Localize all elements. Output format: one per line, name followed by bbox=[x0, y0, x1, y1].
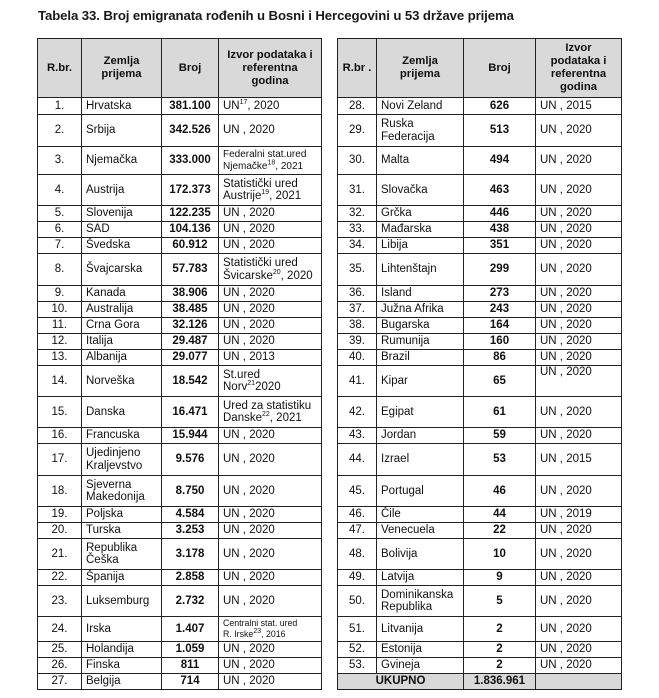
country-cell: Danska bbox=[82, 397, 162, 428]
rbr-cell: 29. bbox=[338, 115, 377, 147]
count-cell: 513 bbox=[464, 115, 536, 147]
table-row bbox=[338, 428, 622, 444]
count-cell: 381.100 bbox=[162, 98, 219, 115]
rbr-cell: 46. bbox=[338, 507, 377, 523]
count-cell: 46 bbox=[464, 476, 536, 507]
table-row bbox=[38, 444, 322, 476]
country-cell: Australija bbox=[82, 302, 162, 318]
table-row bbox=[38, 570, 322, 586]
footnote-ref[interactable]: 23 bbox=[253, 628, 262, 636]
rbr-cell: 7. bbox=[38, 238, 82, 254]
source-cell: UN , 2020 bbox=[536, 115, 622, 147]
country-cell: Portugal bbox=[377, 476, 464, 507]
count-cell: 32.126 bbox=[162, 318, 219, 334]
country-cell: Rumunija bbox=[377, 334, 464, 350]
source-cell: UN , 2020 bbox=[536, 147, 622, 175]
source-cell: UN , 2020 bbox=[536, 658, 622, 674]
source-cell: UN , 2020 bbox=[536, 397, 622, 428]
rbr-cell: 24. bbox=[38, 617, 82, 642]
count-cell: 1.407 bbox=[162, 617, 219, 642]
country-cell: Egipat bbox=[377, 397, 464, 428]
footnote-ref[interactable]: 18 bbox=[267, 159, 276, 167]
source-cell: UN , 2020 bbox=[536, 206, 622, 222]
source-cell: UN , 2020 bbox=[219, 507, 322, 523]
header-country: Zemlja prijema bbox=[377, 39, 464, 98]
rbr-cell: 25. bbox=[38, 642, 82, 658]
source-cell: UN , 2020 bbox=[219, 334, 322, 350]
country-cell: Austrija bbox=[82, 175, 162, 206]
rbr-cell: 5. bbox=[38, 206, 82, 222]
count-cell: 38.485 bbox=[162, 302, 219, 318]
country-cell: Brazil bbox=[377, 350, 464, 366]
table-row bbox=[38, 286, 322, 302]
rbr-cell: 15. bbox=[38, 397, 82, 428]
table-row bbox=[338, 444, 622, 476]
source-cell: UN , 2020 bbox=[219, 318, 322, 334]
header-rbr: R.br . bbox=[338, 39, 377, 98]
source-cell: UN , 2020 bbox=[219, 539, 322, 570]
source-cell: UN , 2020 bbox=[219, 238, 322, 254]
count-cell: 53 bbox=[464, 444, 536, 476]
country-cell: Gvineja bbox=[377, 658, 464, 674]
country-cell: Latvija bbox=[377, 570, 464, 586]
header-row bbox=[38, 39, 322, 98]
table-row bbox=[338, 238, 622, 254]
country-cell: Irska bbox=[82, 617, 162, 642]
rbr-cell: 37. bbox=[338, 302, 377, 318]
country-cell: Kanada bbox=[82, 286, 162, 302]
table-row bbox=[38, 206, 322, 222]
count-cell: 299 bbox=[464, 254, 536, 286]
count-cell: 18.542 bbox=[162, 366, 219, 397]
country-cell: Dominikanska Republika bbox=[377, 586, 464, 617]
source-cell: Statistički ured Švicarske$^{20}$, 2020 bbox=[219, 254, 322, 286]
country-cell: Hrvatska bbox=[82, 98, 162, 115]
count-cell: 333.000 bbox=[162, 147, 219, 175]
rbr-cell: 14. bbox=[38, 366, 82, 397]
source-cell: UN , 2020 bbox=[536, 286, 622, 302]
source-cell: Centralni stat. ured R. Irske$^{23}$, 2016 bbox=[219, 617, 322, 642]
rbr-cell: 3. bbox=[38, 147, 82, 175]
table-row bbox=[38, 397, 322, 428]
rbr-cell: 45. bbox=[338, 476, 377, 507]
table-row bbox=[38, 238, 322, 254]
header-count: Broj bbox=[464, 39, 536, 98]
rbr-cell: 18. bbox=[38, 476, 82, 507]
rbr-cell: 12. bbox=[38, 334, 82, 350]
country-cell: Francuska bbox=[82, 428, 162, 444]
country-cell: Finska bbox=[82, 658, 162, 674]
count-cell: 16.471 bbox=[162, 397, 219, 428]
table-row bbox=[338, 318, 622, 334]
table-row bbox=[338, 507, 622, 523]
table-title: Tabela 33. Broj emigranata rođenih u Bosni i Hercegovini u 53 države prijema bbox=[38, 8, 514, 23]
table-row bbox=[338, 115, 622, 147]
table-row bbox=[38, 147, 322, 175]
source-cell: UN , 2020 bbox=[219, 658, 322, 674]
rbr-cell: 8. bbox=[38, 254, 82, 286]
count-cell: 10 bbox=[464, 539, 536, 570]
total-empty-cell bbox=[536, 674, 622, 690]
rbr-cell: 21. bbox=[38, 539, 82, 570]
table-row bbox=[338, 254, 622, 286]
country-cell: Malta bbox=[377, 147, 464, 175]
count-cell: 29.487 bbox=[162, 334, 219, 350]
country-cell: Švedska bbox=[82, 238, 162, 254]
count-cell: 494 bbox=[464, 147, 536, 175]
country-cell: Poljska bbox=[82, 507, 162, 523]
country-cell: Republika Češka bbox=[82, 539, 162, 570]
table-row bbox=[338, 302, 622, 318]
table-row bbox=[338, 147, 622, 175]
count-cell: 273 bbox=[464, 286, 536, 302]
table-row bbox=[38, 254, 322, 286]
count-cell: 811 bbox=[162, 658, 219, 674]
source-cell: UN , 2020 bbox=[219, 302, 322, 318]
table-row bbox=[38, 334, 322, 350]
country-cell: Slovenija bbox=[82, 206, 162, 222]
country-cell: Italija bbox=[82, 334, 162, 350]
total-row bbox=[338, 674, 622, 690]
header-source: Izvor podataka i referentna godina bbox=[219, 39, 322, 98]
count-cell: 164 bbox=[464, 318, 536, 334]
source-cell: UN , 2020 bbox=[219, 570, 322, 586]
rbr-cell: 4. bbox=[38, 175, 82, 206]
count-cell: 15.944 bbox=[162, 428, 219, 444]
rbr-cell: 13. bbox=[38, 350, 82, 366]
count-cell: 61 bbox=[464, 397, 536, 428]
country-cell: Ujedinjeno Kraljevstvo bbox=[82, 444, 162, 476]
table-row bbox=[38, 175, 322, 206]
country-cell: Grčka bbox=[377, 206, 464, 222]
source-cell: UN , 2020 bbox=[536, 476, 622, 507]
table-row bbox=[338, 617, 622, 642]
source-cell: Statistički ured Austrije$^{19}$, 2021 bbox=[219, 175, 322, 206]
rbr-cell: 20. bbox=[38, 523, 82, 539]
footnote-ref[interactable]: 20 bbox=[272, 268, 281, 276]
source-cell: UN , 2020 bbox=[536, 642, 622, 658]
count-cell: 9.576 bbox=[162, 444, 219, 476]
source-cell: UN , 2019 bbox=[536, 507, 622, 523]
source-cell: UN , 2020 bbox=[219, 115, 322, 147]
rbr-cell: 41. bbox=[338, 366, 377, 397]
count-cell: 4.584 bbox=[162, 507, 219, 523]
rbr-cell: 38. bbox=[338, 318, 377, 334]
count-cell: 57.783 bbox=[162, 254, 219, 286]
table-row bbox=[38, 428, 322, 444]
source-cell: UN , 2020 bbox=[219, 222, 322, 238]
country-cell: Belgija bbox=[82, 674, 162, 690]
count-cell: 243 bbox=[464, 302, 536, 318]
country-cell: Bolivija bbox=[377, 539, 464, 570]
country-cell: Kipar bbox=[377, 366, 464, 397]
source-cell: UN , 2020 bbox=[219, 674, 322, 690]
table-row bbox=[338, 642, 622, 658]
rbr-cell: 42. bbox=[338, 397, 377, 428]
table-row bbox=[38, 617, 322, 642]
source-cell: UN , 2020 bbox=[536, 428, 622, 444]
count-cell: 65 bbox=[464, 366, 536, 397]
count-cell: 5 bbox=[464, 586, 536, 617]
rbr-cell: 39. bbox=[338, 334, 377, 350]
count-cell: 29.077 bbox=[162, 350, 219, 366]
country-cell: Slovačka bbox=[377, 175, 464, 206]
table-row bbox=[38, 98, 322, 115]
source-cell: Federalni stat.ured Njemačke$^{18}$, 2021 bbox=[219, 147, 322, 175]
source-cell: UN , 2020 bbox=[219, 428, 322, 444]
header-country: Zemlja prijema bbox=[82, 39, 162, 98]
rbr-cell: 23. bbox=[38, 586, 82, 617]
count-cell: 44 bbox=[464, 507, 536, 523]
table-row bbox=[338, 98, 622, 115]
table-row bbox=[38, 366, 322, 397]
rbr-cell: 52. bbox=[338, 642, 377, 658]
source-cell: UN , 2020 bbox=[219, 586, 322, 617]
source-cell: UN , 2020 bbox=[536, 586, 622, 617]
count-cell: 2 bbox=[464, 658, 536, 674]
total-value: 1.836.961 bbox=[464, 674, 536, 690]
source-cell: UN , 2013 bbox=[219, 350, 322, 366]
country-cell: Izrael bbox=[377, 444, 464, 476]
table-row bbox=[38, 507, 322, 523]
source-cell: UN , 2020 bbox=[536, 350, 622, 366]
rbr-cell: 28. bbox=[338, 98, 377, 115]
emigrants-table-right bbox=[337, 38, 622, 690]
rbr-cell: 1. bbox=[38, 98, 82, 115]
table-row bbox=[338, 334, 622, 350]
table-row bbox=[338, 523, 622, 539]
source-cell: UN , 2020 bbox=[536, 334, 622, 350]
count-cell: 38.906 bbox=[162, 286, 219, 302]
table-row bbox=[38, 642, 322, 658]
rbr-cell: 48. bbox=[338, 539, 377, 570]
count-cell: 2.858 bbox=[162, 570, 219, 586]
table-row bbox=[38, 115, 322, 147]
country-cell: Libija bbox=[377, 238, 464, 254]
country-cell: Island bbox=[377, 286, 464, 302]
country-cell: Srbija bbox=[82, 115, 162, 147]
country-cell: Švajcarska bbox=[82, 254, 162, 286]
table-row bbox=[38, 523, 322, 539]
table-row bbox=[338, 658, 622, 674]
source-cell: UN , 2015 bbox=[536, 444, 622, 476]
country-cell: Ruska Federacija bbox=[377, 115, 464, 147]
source-cell: UN , 2020 bbox=[536, 523, 622, 539]
table-row bbox=[338, 476, 622, 507]
count-cell: 342.526 bbox=[162, 115, 219, 147]
rbr-cell: 31. bbox=[338, 175, 377, 206]
rbr-cell: 16. bbox=[38, 428, 82, 444]
count-cell: 22 bbox=[464, 523, 536, 539]
count-cell: 86 bbox=[464, 350, 536, 366]
count-cell: 2 bbox=[464, 617, 536, 642]
rbr-cell: 11. bbox=[38, 318, 82, 334]
rbr-cell: 6. bbox=[38, 222, 82, 238]
count-cell: 438 bbox=[464, 222, 536, 238]
footnote-ref[interactable]: 22 bbox=[262, 411, 270, 419]
rbr-cell: 40. bbox=[338, 350, 377, 366]
table-row bbox=[338, 175, 622, 206]
source-cell: Ured za statistiku Danske$^{22}$, 2021 bbox=[219, 397, 322, 428]
source-cell: UN$^{17}$, 2020 bbox=[219, 98, 322, 115]
count-cell: 2 bbox=[464, 642, 536, 658]
rbr-cell: 49. bbox=[338, 570, 377, 586]
count-cell: 2.732 bbox=[162, 586, 219, 617]
source-cell: UN , 2020 bbox=[536, 302, 622, 318]
source-cell: UN , 2020 bbox=[219, 476, 322, 507]
count-cell: 351 bbox=[464, 238, 536, 254]
country-cell: Čile bbox=[377, 507, 464, 523]
header-rbr: R.br. bbox=[38, 39, 82, 98]
source-cell: St.ured Norv$^{21}$2020 bbox=[219, 366, 322, 397]
source-cell: UN , 2020 bbox=[536, 238, 622, 254]
source-cell: UN , 2020 bbox=[536, 318, 622, 334]
source-cell: UN , 2020 bbox=[219, 523, 322, 539]
source-cell: UN , 2020 bbox=[219, 642, 322, 658]
rbr-cell: 26. bbox=[38, 658, 82, 674]
table-row bbox=[338, 366, 622, 397]
table-row bbox=[338, 397, 622, 428]
count-cell: 104.136 bbox=[162, 222, 219, 238]
table-row bbox=[338, 586, 622, 617]
source-cell: UN , 2020 bbox=[536, 222, 622, 238]
rbr-cell: 17. bbox=[38, 444, 82, 476]
footnote-ref[interactable]: 17 bbox=[239, 98, 248, 106]
country-cell: Holandija bbox=[82, 642, 162, 658]
header-source: Izvor podataka i referentna godina bbox=[536, 39, 622, 98]
rbr-cell: 27. bbox=[38, 674, 82, 690]
count-cell: 626 bbox=[464, 98, 536, 115]
rbr-cell: 35. bbox=[338, 254, 377, 286]
table-row bbox=[38, 350, 322, 366]
table-row bbox=[38, 658, 322, 674]
table-row bbox=[338, 206, 622, 222]
country-cell: Jordan bbox=[377, 428, 464, 444]
source-cell: UN , 2020 bbox=[536, 366, 622, 397]
count-cell: 3.178 bbox=[162, 539, 219, 570]
source-cell: UN , 2020 bbox=[536, 617, 622, 642]
count-cell: 60.912 bbox=[162, 238, 219, 254]
count-cell: 3.253 bbox=[162, 523, 219, 539]
count-cell: 59 bbox=[464, 428, 536, 444]
count-cell: 8.750 bbox=[162, 476, 219, 507]
rbr-cell: 43. bbox=[338, 428, 377, 444]
table-row bbox=[38, 318, 322, 334]
country-cell: Litvanija bbox=[377, 617, 464, 642]
table-row bbox=[338, 222, 622, 238]
rbr-cell: 34. bbox=[338, 238, 377, 254]
source-cell: UN , 2020 bbox=[536, 175, 622, 206]
table-row bbox=[38, 476, 322, 507]
country-cell: Luksemburg bbox=[82, 586, 162, 617]
country-cell: Albanija bbox=[82, 350, 162, 366]
footnote-ref[interactable]: 19 bbox=[261, 189, 270, 197]
rbr-cell: 53. bbox=[338, 658, 377, 674]
rbr-cell: 22. bbox=[38, 570, 82, 586]
table-row bbox=[38, 222, 322, 238]
total-label: UKUPNO bbox=[338, 674, 464, 690]
country-cell: Njemačka bbox=[82, 147, 162, 175]
table-row bbox=[338, 286, 622, 302]
header-count: Broj bbox=[162, 39, 219, 98]
rbr-cell: 32. bbox=[338, 206, 377, 222]
table-row bbox=[38, 674, 322, 690]
count-cell: 714 bbox=[162, 674, 219, 690]
count-cell: 446 bbox=[464, 206, 536, 222]
count-cell: 9 bbox=[464, 570, 536, 586]
source-cell: UN , 2020 bbox=[219, 286, 322, 302]
country-cell: Estonija bbox=[377, 642, 464, 658]
rbr-cell: 19. bbox=[38, 507, 82, 523]
rbr-cell: 33. bbox=[338, 222, 377, 238]
source-cell: UN , 2020 bbox=[536, 254, 622, 286]
country-cell: Sjeverna Makedonija bbox=[82, 476, 162, 507]
count-cell: 463 bbox=[464, 175, 536, 206]
country-cell: Crna Gora bbox=[82, 318, 162, 334]
source-cell: UN , 2020 bbox=[219, 444, 322, 476]
rbr-cell: 9. bbox=[38, 286, 82, 302]
source-cell: UN , 2020 bbox=[219, 206, 322, 222]
country-cell: Novi Zeland bbox=[377, 98, 464, 115]
country-cell: SAD bbox=[82, 222, 162, 238]
rbr-cell: 36. bbox=[338, 286, 377, 302]
rbr-cell: 10. bbox=[38, 302, 82, 318]
rbr-cell: 50. bbox=[338, 586, 377, 617]
footnote-ref[interactable]: 21 bbox=[247, 380, 256, 388]
table-row bbox=[338, 570, 622, 586]
count-cell: 172.373 bbox=[162, 175, 219, 206]
source-cell: UN , 2020 bbox=[536, 539, 622, 570]
country-cell: Južna Afrika bbox=[377, 302, 464, 318]
table-row bbox=[38, 302, 322, 318]
rbr-cell: 44. bbox=[338, 444, 377, 476]
rbr-cell: 47. bbox=[338, 523, 377, 539]
count-cell: 1.059 bbox=[162, 642, 219, 658]
source-cell: UN , 2015 bbox=[536, 98, 622, 115]
header-row bbox=[338, 39, 622, 98]
country-cell: Norveška bbox=[82, 366, 162, 397]
country-cell: Venecuela bbox=[377, 523, 464, 539]
rbr-cell: 51. bbox=[338, 617, 377, 642]
country-cell: Bugarska bbox=[377, 318, 464, 334]
country-cell: Lihtenštajn bbox=[377, 254, 464, 286]
table-row bbox=[38, 539, 322, 570]
rbr-cell: 2. bbox=[38, 115, 82, 147]
country-cell: Mađarska bbox=[377, 222, 464, 238]
country-cell: Turska bbox=[82, 523, 162, 539]
rbr-cell: 30. bbox=[338, 147, 377, 175]
table-row bbox=[338, 539, 622, 570]
table-row bbox=[38, 586, 322, 617]
table-row bbox=[338, 350, 622, 366]
emigrants-table-left bbox=[37, 38, 322, 690]
count-cell: 160 bbox=[464, 334, 536, 350]
source-cell: UN , 2020 bbox=[536, 570, 622, 586]
count-cell: 122.235 bbox=[162, 206, 219, 222]
country-cell: Španija bbox=[82, 570, 162, 586]
